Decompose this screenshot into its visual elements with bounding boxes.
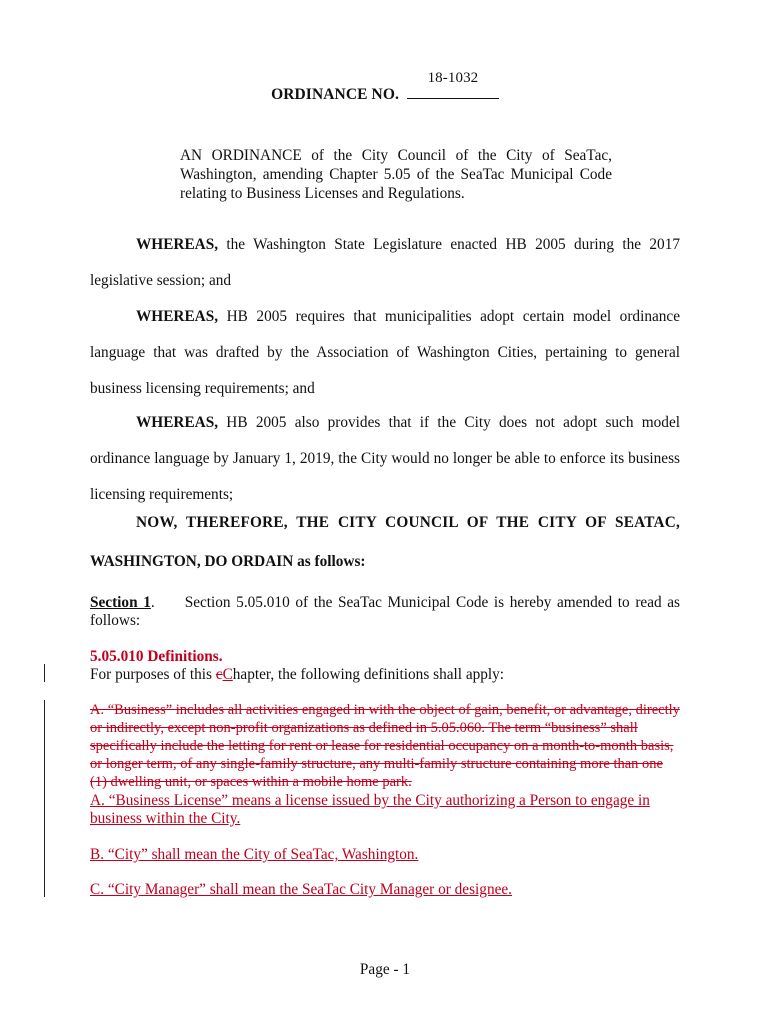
definitions-intro-deleted: c: [215, 666, 223, 683]
recital-2-lead: WHEREAS,: [136, 308, 219, 325]
recital-1-lead: WHEREAS,: [136, 236, 219, 253]
enacting-clause-line-1: NOW, THEREFORE, THE CITY COUNCIL OF THE CITY OF SEATAC,: [136, 514, 680, 531]
inserted-definition-a: A. “Business License” means a license issued by the City authorizing a Person to engage in business within the City.: [90, 792, 650, 827]
definitions-heading: 5.05.010 Definitions.: [90, 648, 223, 665]
definitions-section: [90, 648, 680, 684]
section-1: [90, 594, 680, 630]
recital-1-text: the Washington State Legislature enacted HB 2005 during the 2017 legislative session; and: [90, 236, 680, 289]
definitions-intro: [90, 666, 680, 684]
inserted-definition-b: B. “City” shall mean the City of SeaTac, Washington.: [90, 846, 419, 863]
section-1-label-suffix: .: [150, 594, 155, 611]
section-1-label: Section 1: [90, 594, 151, 611]
page-number: Page - 1: [359, 961, 411, 978]
ordinance-label: ORDINANCE NO.: [271, 86, 399, 103]
recital-3: [90, 405, 680, 513]
recital-3-lead: WHEREAS,: [136, 414, 219, 431]
definitions-intro-after: hapter, the following definitions shall apply:: [232, 666, 505, 683]
recital-2: [90, 299, 680, 407]
enacting-clause-line-2: WASHINGTON, DO ORDAIN as follows:: [90, 553, 366, 570]
recital-1: [90, 227, 680, 299]
change-bar-intro: [44, 664, 45, 682]
recital-3-text: HB 2005 also provides that if the City does not adopt such model ordinance language by January 1, 2019, the City would no longer be able to enforce its business licensing requirements;: [90, 414, 680, 503]
recital-2-text: HB 2005 requires that municipalities adopt certain model ordinance language that was drafted by the Association of Washington Cities, pertaining to general business licensing requirements; and: [90, 308, 680, 397]
ordinance-number-blank: [407, 70, 499, 99]
definitions-intro-before: For purposes of this: [90, 666, 216, 683]
ordinance-title: AN ORDINANCE of the City Council of the City of SeaTac, Washington, amending Chapter 5.05 of the SeaTac Municipal Code relating to Business Licenses and Regulations.: [180, 147, 612, 202]
inserted-definition-c: C. “City Manager” shall mean the SeaTac City Manager or designee.: [90, 881, 513, 898]
deleted-definition-a: A. “Business” includes all activities engaged in with the object of gain, benefit, or advantage, directly or indirectly, except non-profit organizations as defined in 5.05.060. The term “business” shall specifically include the letting for rent or lease for residential occupancy on a month-to-month basis, or longer term, of any single-family structure, any multi-family structure containing more than one (1) dwelling unit, or spaces within a mobile home park.: [90, 702, 680, 790]
ordinance-heading: [0, 70, 770, 104]
definitions-intro-inserted: C: [222, 666, 233, 683]
change-bar-definitions: [44, 700, 45, 897]
section-1-text: Section 5.05.010 of the SeaTac Municipal Code is hereby amended to read as follows:: [90, 594, 680, 629]
ordinance-number: 18-1032: [427, 70, 479, 86]
